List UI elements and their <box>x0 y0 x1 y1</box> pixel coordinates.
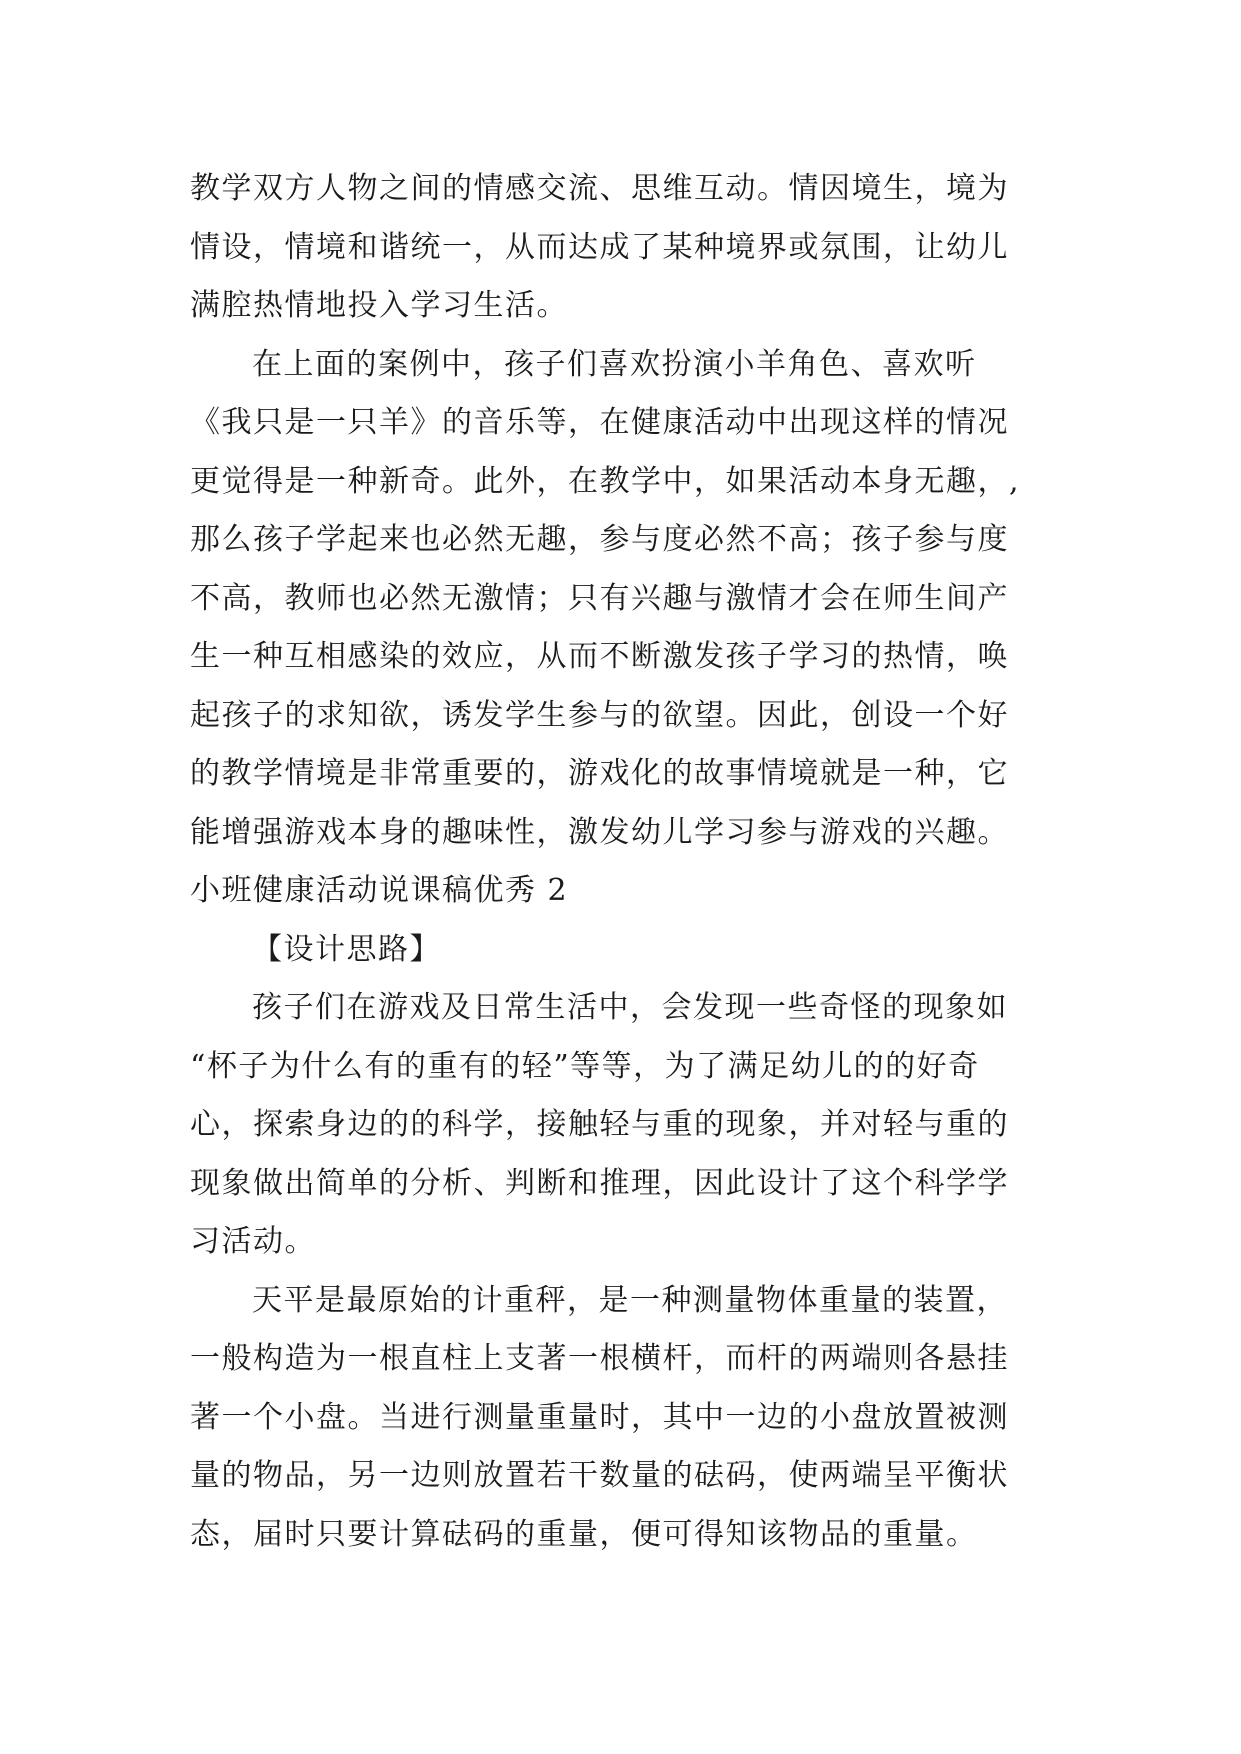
text-line: 不高，教师也必然无激情；只有兴趣与激情才会在师生间产 <box>190 580 1009 616</box>
text-line: 著一个小盘。当进行测量重量时，其中一边的小盘放置被测 <box>190 1399 1009 1435</box>
text-line: 情设，情境和谐统一，从而达成了某种境界或氛围，让幼儿 <box>190 229 1009 265</box>
text-line: 能增强游戏本身的趣味性，激发幼儿学习参与游戏的兴趣。 <box>190 814 1009 850</box>
text-line: 更觉得是一种新奇。此外，在教学中，如果活动本身无趣，, <box>190 463 1021 499</box>
text-line: 天平是最原始的计重秤，是一种测量物体重量的装置， <box>252 1282 1008 1318</box>
text-line: 现象做出简单的分析、判断和推理，因此设计了这个科学学 <box>190 1165 1009 1201</box>
text-line: 孩子们在游戏及日常生活中，会发现一些奇怪的现象如 <box>252 990 1008 1025</box>
text-line: 小班健康活动说课稿优秀 2 <box>190 873 569 908</box>
text-line: 教学双方人物之间的情感交流、思维互动。情因境生，境为 <box>190 171 1009 206</box>
text-line: 态，届时只要计算砝码的重量，便可得知该物品的重量。 <box>190 1516 978 1552</box>
text-line: 满腔热情地投入学习生活。 <box>190 288 568 323</box>
text-line: 的教学情境是非常重要的，游戏化的故事情境就是一种，它 <box>190 756 1009 791</box>
text-line: “杯子为什么有的重有的轻”等等，为了满足幼儿的的好奇 <box>190 1048 980 1084</box>
text-line: 起孩子的求知欲，诱发学生参与的欲望。因此，创设一个好 <box>190 697 1009 733</box>
text-line: 【设计思路】 <box>252 931 441 967</box>
text-line: 那么孩子学起来也必然无趣，参与度必然不高；孩子参与度 <box>190 522 1009 557</box>
text-line: 在上面的案例中，孩子们喜欢扮演小羊角色、喜欢听 <box>252 346 977 382</box>
text-line: 生一种互相感染的效应，从而不断激发孩子学习的热情，唤 <box>190 639 1009 674</box>
text-line: 量的物品，另一边则放置若干数量的砝码，使两端呈平衡状 <box>190 1458 1009 1493</box>
text-line: 习活动。 <box>190 1224 316 1259</box>
text-line: 一般构造为一根直柱上支著一根横杆，而杆的两端则各悬挂 <box>190 1341 1009 1376</box>
document-body <box>190 160 1070 1564</box>
text-line: 《我只是一只羊》的音乐等，在健康活动中出现这样的情况 <box>190 405 1009 440</box>
text-line: 心，探索身边的的科学，接触轻与重的现象，并对轻与重的 <box>190 1107 1009 1142</box>
